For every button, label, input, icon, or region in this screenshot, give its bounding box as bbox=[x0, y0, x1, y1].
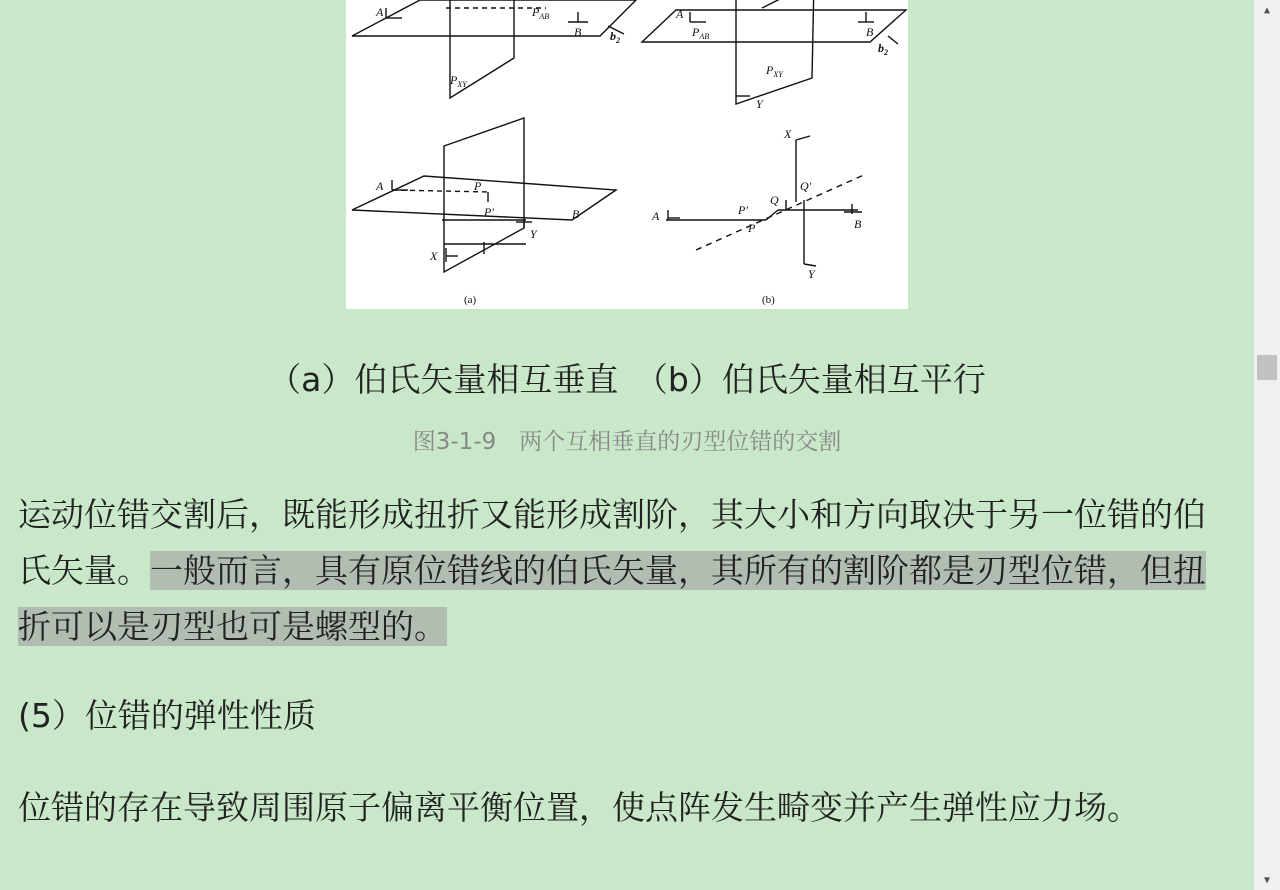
label-x-a: X bbox=[430, 249, 438, 263]
label-b2-a: $b_2$ bbox=[610, 29, 620, 45]
label-p-b: P bbox=[748, 221, 756, 235]
label-pxy-a: $P_{XY}$ bbox=[450, 73, 467, 89]
figure-caption: 图3-1-9 两个互相垂直的刃型位错的交割 bbox=[412, 429, 842, 455]
selected-text-highlight[interactable]: 一般而言，具有原位错线的伯氏矢量，其所有的割阶都是刃型位错，但扭折可以是刃型也可是螺型的。 bbox=[18, 551, 1206, 646]
figure-drawing bbox=[346, 0, 908, 309]
figure-subcaption: （a）伯氏矢量相互垂直 （b）伯氏矢量相互平行 bbox=[268, 360, 986, 399]
label-pxy-b: $P_{XY}$ bbox=[766, 63, 783, 79]
label-a-a-bottom: A bbox=[376, 179, 384, 193]
label-y-b: Y bbox=[808, 267, 815, 281]
panel-a-label: (a) bbox=[464, 294, 477, 306]
scroll-down-icon[interactable]: ▼ bbox=[1263, 874, 1271, 886]
panel-b-bottom bbox=[666, 136, 866, 266]
label-q-b: Q bbox=[770, 193, 779, 207]
label-pab-b: $P_{AB}$ bbox=[692, 25, 710, 41]
label-a-b-bottom: A bbox=[652, 209, 660, 223]
label-b-a-bottom: B bbox=[572, 207, 580, 221]
label-a-top: A bbox=[376, 5, 384, 19]
label-a-b-top: A bbox=[676, 7, 684, 21]
label-y-a: Y bbox=[530, 227, 537, 241]
label-b-a-top: B bbox=[574, 25, 582, 39]
dislocation-figure bbox=[346, 0, 908, 309]
paragraph-intersection bbox=[18, 487, 1238, 655]
label-pprime-b: P′ bbox=[738, 203, 748, 217]
section-heading: (5）位错的弹性性质 bbox=[18, 696, 316, 735]
vertical-scrollbar[interactable] bbox=[1254, 0, 1280, 890]
paragraph-plain-text: 运动位错交割后，既能形成扭折又能形成割阶，其大小和方向取决于另一位错的伯氏矢量。 bbox=[18, 495, 1206, 590]
paragraph-elasticity: 位错的存在导致周围原子偏离平衡位置，使点阵发生畸变并产生弹性应力场。 bbox=[18, 788, 1140, 827]
scrollbar-thumb[interactable] bbox=[1257, 355, 1277, 380]
panel-a-bottom bbox=[352, 118, 616, 272]
panel-b-label: (b) bbox=[762, 294, 775, 306]
label-qprime-b: Q′ bbox=[800, 179, 812, 193]
label-x-b: X bbox=[784, 127, 792, 141]
label-p-a: P bbox=[474, 179, 482, 193]
label-y-b-top: Y bbox=[756, 97, 763, 111]
label-pab-a: $P_{AB}$ bbox=[532, 5, 550, 21]
panel-a-top bbox=[352, 0, 636, 98]
label-b-b-top: B bbox=[866, 25, 874, 39]
label-b-b-bottom: B bbox=[854, 217, 862, 231]
scroll-up-icon[interactable]: ▲ bbox=[1263, 4, 1271, 16]
label-b2-b: $b_2$ bbox=[878, 41, 888, 57]
label-pprime-a: P′ bbox=[484, 205, 494, 219]
